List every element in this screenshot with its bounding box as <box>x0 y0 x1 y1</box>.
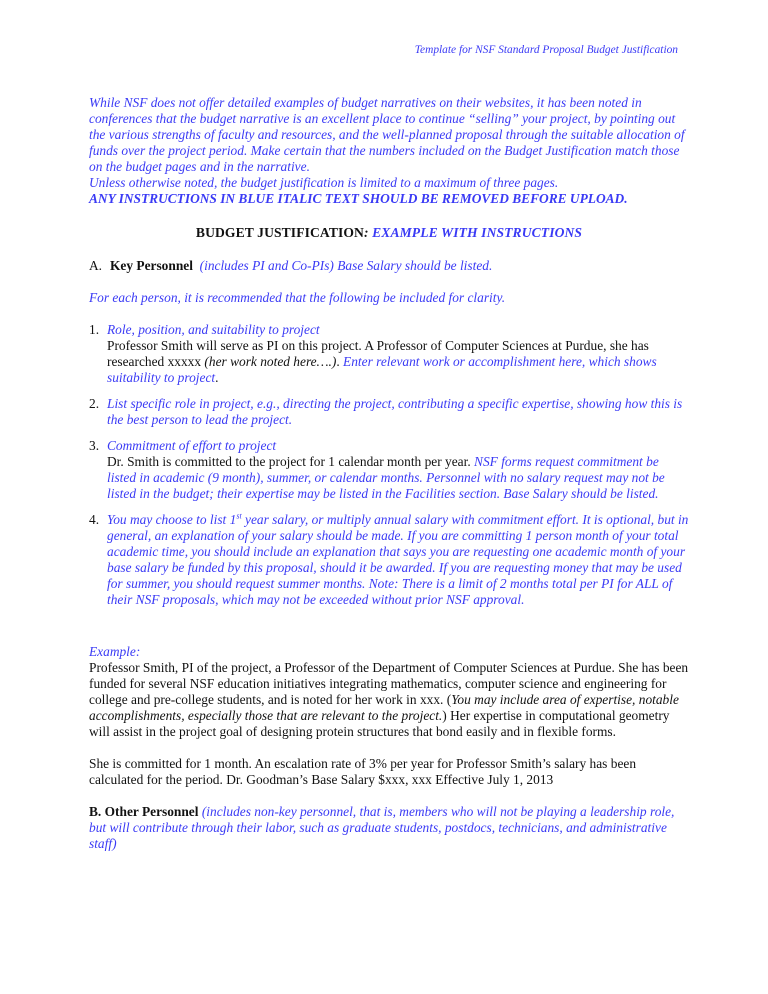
document-body <box>89 95 689 852</box>
document-title <box>89 225 689 241</box>
example-label: Example: <box>89 644 141 659</box>
title-main: BUDGET JUSTIFICATION <box>195 225 364 240</box>
list-item-instruction <box>107 512 689 608</box>
list-item-instruction: Enter relevant work or accomplishment here, which shows suitability to project <box>107 354 657 385</box>
intro-paragraph: While NSF does not offer detailed examples of budget narratives on their websites, it has been noted in conferences that the budget narrative is an excellent place to continue “selling” your project, by pointing out the various strengths of faculty and resources, and the well-planned proposal through the suitable allocation of funds over the project period. Make certain that the numbers included on the Budget Justification match those on the budget pages and in the narrative. <box>89 95 685 174</box>
example-note: You may include area of expertise, notable accomplishments, especially those that are relevant to the project. <box>89 692 679 723</box>
list-item-body <box>107 338 689 386</box>
page-header: Template for NSF Standard Proposal Budget Justification <box>414 44 678 56</box>
title-sub: EXAMPLE WITH INSTRUCTIONS <box>368 225 583 240</box>
list-item-instruction: List specific role in project, e.g., directing the project, contributing a specific expertise, showing how this is the best person to lead the project. <box>107 396 683 427</box>
section-a-heading <box>89 258 689 274</box>
list-item-body <box>107 454 689 502</box>
list-item <box>89 322 689 386</box>
intro-warning: ANY INSTRUCTIONS IN BLUE ITALIC TEXT SHOULD BE REMOVED BEFORE UPLOAD. <box>89 191 628 206</box>
list-item-text: Professor Smith will serve as PI on this project. A Professor of Computer Sciences at Purdue, she has researched xxxxx <box>107 338 649 369</box>
list-item-text: Dr. Smith is committed to the project for 1 calendar month per year. <box>107 454 475 469</box>
section-b-instruction: (includes non-key personnel, that is, members who will not be playing a leadership role, but will contribute through their labor, such as graduate students, postdocs, technicians, and administrative staff) <box>89 804 675 851</box>
list-item <box>89 438 689 502</box>
section-b-title: B. Other Personnel <box>89 804 199 819</box>
list-item-text-after: . <box>336 354 344 369</box>
instruction-sup: st <box>236 511 242 521</box>
section-a-title: Key Personnel <box>110 258 193 273</box>
instruction-post: year salary, or multiply annual salary with commitment effort. It is optional, but in general, an explanation of your salary should be made. If you are committing 1 person month of your total academic time, you should include an explanation that says you are requesting one academic month of your base salary be funded by this proposal, should it be awarded. If you are requesting money that may be used for summer, you should request summer months. Note: There is a limit of 2 months total per PI for ALL of their NSF proposals, which may not be exceeded without prior NSF approval. <box>107 512 689 607</box>
list-item-number: 3. <box>89 438 100 453</box>
list-item <box>89 396 689 428</box>
intro-instructions <box>89 95 689 207</box>
list-item-heading: Role, position, and suitability to project <box>107 322 320 337</box>
title-colon: : <box>363 225 369 240</box>
example-text-after: ) Her expertise in computational geometry will assist in the project goal of designing protein structures that bond easily and in flexible forms. <box>89 708 670 739</box>
list-item <box>89 512 689 608</box>
section-a-instruction: (includes PI and Co-PIs) Base Salary should be listed. <box>199 258 493 273</box>
list-item-instruction: NSF forms request commitment be listed in academic (9 month), summer, or calendar months. Personnel with no salary request may not be listed in the budget; their expertise may be listed in the Facilities section. Base Salary should be listed. <box>107 454 665 501</box>
list-item-number: 1. <box>89 322 100 337</box>
example-text: Professor Smith, PI of the project, a Professor of the Department of Computer Sciences at Purdue. She has been funded for several NSF education initiatives integrating mathematics, computer science and engineering for college and pre-college students, and is noted for her work in xxx. ( <box>89 660 689 707</box>
list-item-number: 4. <box>89 512 100 527</box>
section-b-heading <box>89 804 689 852</box>
instruction-pre: You may choose to list 1 <box>107 512 237 527</box>
intro-limit-note: Unless otherwise noted, the budget justification is limited to a maximum of three pages. <box>89 175 559 190</box>
list-item-heading: Commitment of effort to project <box>107 438 277 453</box>
list-item-note: (her work noted here….) <box>204 354 337 369</box>
example-commitment-paragraph: She is committed for 1 month. An escalation rate of 3% per year for Professor Smith’s salary has been calculated for the period. Dr. Goodman’s Base Salary $xxx, xxx Effective July 1, 2013 <box>89 756 637 787</box>
list-item-end: . <box>215 370 219 385</box>
section-a-letter: A. <box>89 258 103 273</box>
key-personnel-list <box>89 322 689 608</box>
section-a-for-each: For each person, it is recommended that the following be included for clarity. <box>89 290 506 305</box>
list-item-number: 2. <box>89 396 100 411</box>
example-paragraph <box>89 660 689 740</box>
